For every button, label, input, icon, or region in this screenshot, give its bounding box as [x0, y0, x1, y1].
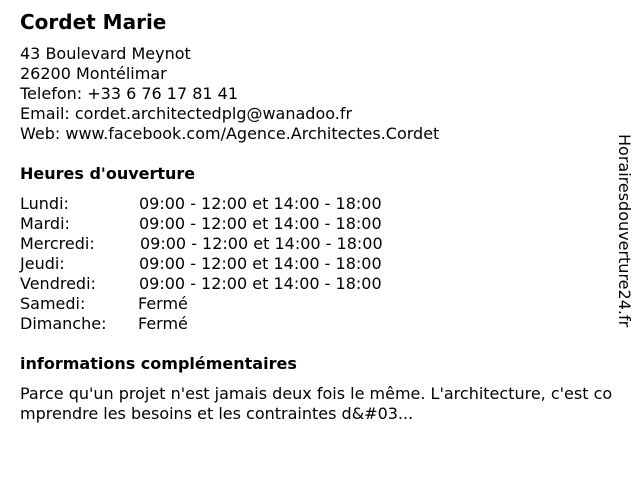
time-value: 09:00 - 12:00 et 14:00 - 18:00	[140, 234, 383, 253]
time-value: Fermé	[138, 294, 188, 313]
time-value: 09:00 - 12:00 et 14:00 - 18:00	[139, 214, 382, 233]
phone-number: Telefon: +33 6 76 17 81 41	[20, 84, 239, 103]
website-url: Web: www.facebook.com/Agence.Architectes.Cordet	[20, 124, 440, 143]
opening-hours-heading: Heures d'ouverture	[20, 164, 196, 183]
day-label: Dimanche:	[20, 314, 107, 333]
additional-info-text: Parce qu'un projet n'est jamais deux fois le même. L'architecture, c'est comprendre les besoins et les contraintes d&#03...	[20, 384, 613, 423]
day-label: Jeudi:	[20, 254, 65, 273]
day-label: Samedi:	[20, 294, 86, 313]
time-value: 09:00 - 12:00 et 14:00 - 18:00	[139, 274, 382, 293]
city-postcode: 26200 Montélimar	[20, 64, 167, 83]
time-value: Fermé	[138, 314, 188, 333]
time-value: 09:00 - 12:00 et 14:00 - 18:00	[139, 254, 382, 273]
business-name: Cordet Marie	[20, 10, 167, 34]
additional-info-heading: informations complémentaires	[20, 354, 297, 373]
day-label: Vendredi:	[20, 274, 96, 293]
street-address: 43 Boulevard Meynot	[20, 44, 191, 63]
contact-details	[20, 44, 439, 144]
day-label: Mercredi:	[20, 234, 95, 253]
day-label: Lundi:	[20, 194, 69, 213]
email-address: Email: cordet.architectedplg@wanadoo.fr	[20, 104, 353, 123]
day-label: Mardi:	[20, 214, 70, 233]
time-value: 09:00 - 12:00 et 14:00 - 18:00	[139, 194, 382, 213]
site-watermark: Horairesdouverture24.fr	[615, 134, 634, 328]
